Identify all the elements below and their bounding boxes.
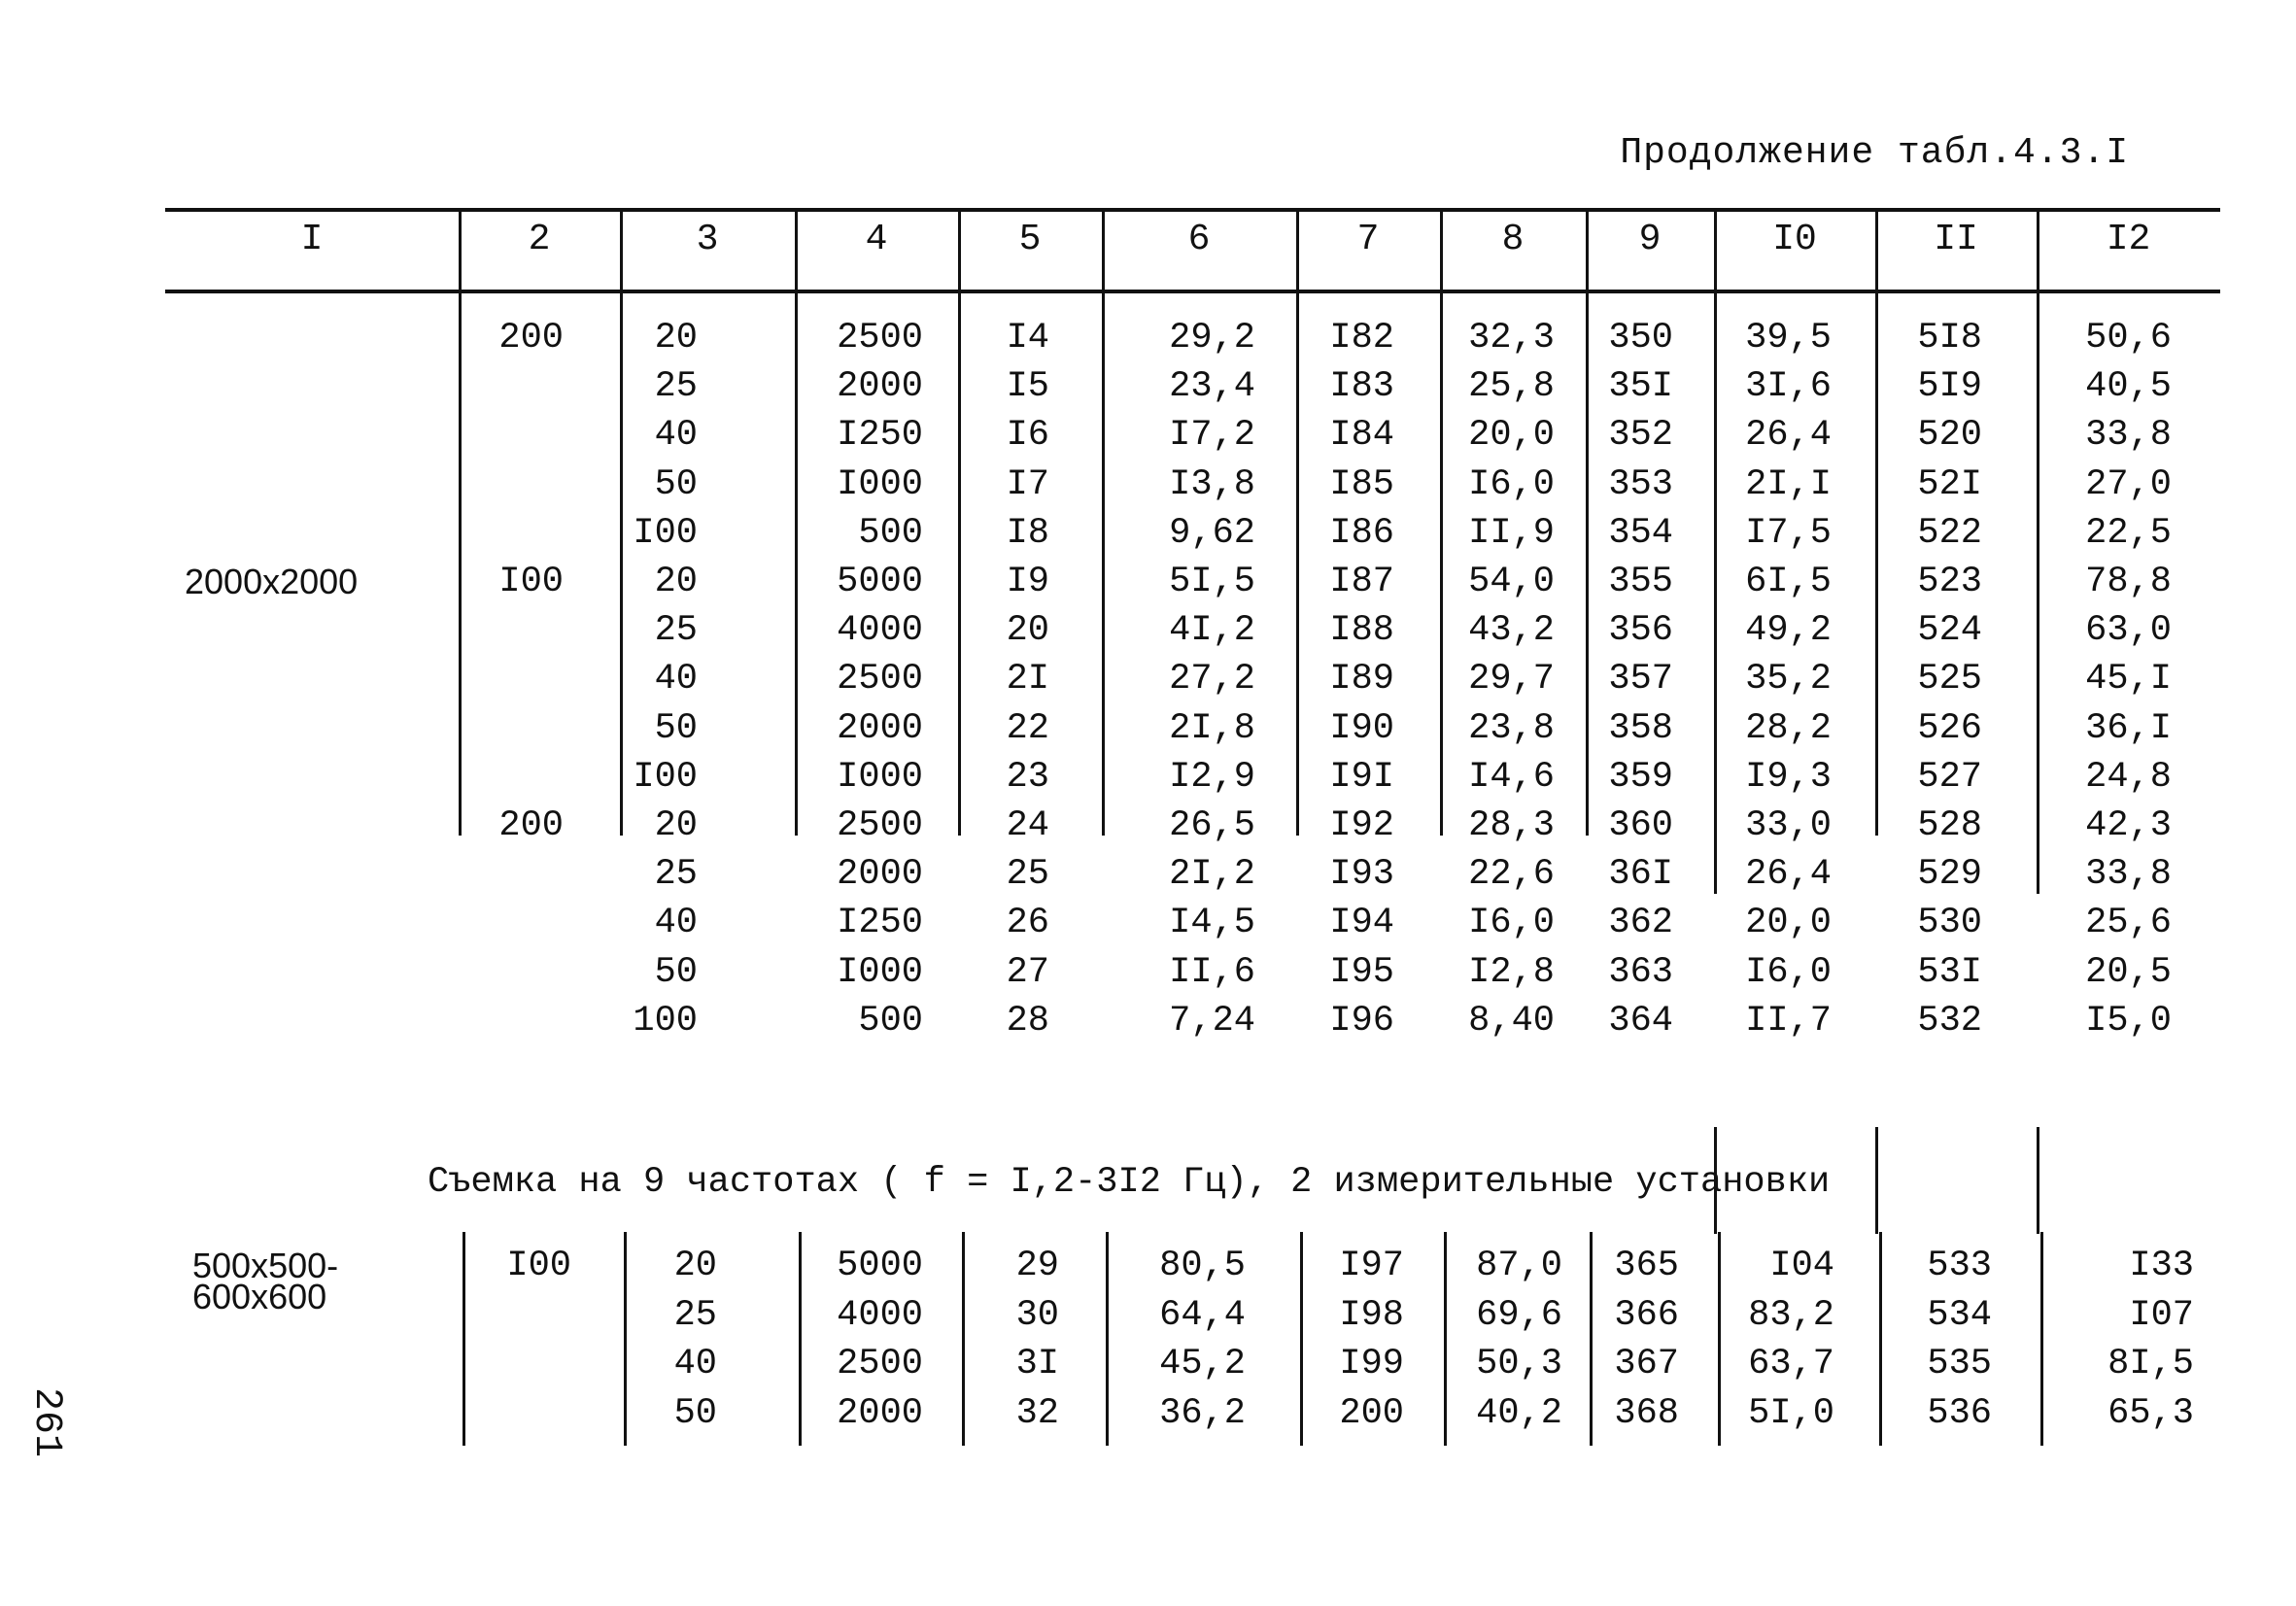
header-cell-9: 9 xyxy=(1638,219,1662,260)
section1-cell: 63,0 xyxy=(2085,610,2172,652)
section1-cell: 43,2 xyxy=(1468,610,1555,652)
section1-cell: 28,2 xyxy=(1745,707,1832,749)
section2-cell: 63,7 xyxy=(1748,1344,1834,1384)
section1-cell: I6,0 xyxy=(1468,463,1555,505)
section2-cell: 535 xyxy=(1927,1344,1992,1384)
section2-cell: 534 xyxy=(1927,1294,1992,1336)
section1-cell: 532 xyxy=(1917,1000,1982,1042)
section1-cell: 29,2 xyxy=(1169,318,1255,359)
section1-cell: 4I,2 xyxy=(1169,610,1255,652)
section1-cell: 20 xyxy=(654,318,698,359)
header-cell-10: I0 xyxy=(1772,219,1817,260)
section1-cell: I88 xyxy=(1329,610,1394,652)
section2-cell: 8I,5 xyxy=(2108,1344,2194,1384)
section2-cell: I04 xyxy=(1769,1246,1834,1286)
section2-cell: 200 xyxy=(1339,1392,1404,1434)
section1-cell: I6 xyxy=(1006,415,1049,457)
header-rule-6 xyxy=(1102,210,1105,291)
section1-cell: 2I,I xyxy=(1745,463,1832,505)
section1-cell: 2I,2 xyxy=(1169,854,1255,896)
section1-cell: 36I xyxy=(1608,854,1673,896)
section2-cell: I99 xyxy=(1339,1344,1404,1384)
header-cell-7: 7 xyxy=(1356,219,1380,260)
section1-cell: 54,0 xyxy=(1468,562,1555,602)
section2-cell: 32 xyxy=(1015,1392,1059,1434)
section1-cell: I4 xyxy=(1006,318,1049,359)
section1-cell: I90 xyxy=(1329,707,1394,749)
section1-cell: I2,8 xyxy=(1468,951,1555,993)
section2-cell: 366 xyxy=(1614,1294,1679,1336)
section1-cell: 2000 xyxy=(837,707,923,749)
section1-cell: 359 xyxy=(1608,756,1673,798)
header-cell-3: 3 xyxy=(696,219,719,260)
header-cell-4: 4 xyxy=(865,219,888,260)
section1-cell: 26,4 xyxy=(1745,854,1832,896)
section1-col2-value: I00 xyxy=(498,562,564,602)
section1-cell: 530 xyxy=(1917,903,1982,944)
section1-cell: 364 xyxy=(1608,1000,1673,1042)
page-number: 261 xyxy=(24,1387,68,1458)
header-bottom-rule xyxy=(165,290,2220,293)
section1-cell: I2,9 xyxy=(1169,756,1255,798)
section1-cell: 526 xyxy=(1917,707,1982,749)
gap-rule-12 xyxy=(2037,1127,2039,1234)
section1-cell: I86 xyxy=(1329,512,1394,554)
section1-cell: I00 xyxy=(633,756,698,798)
section1-cell: 20,5 xyxy=(2085,951,2172,993)
section2-cell: 80,5 xyxy=(1159,1246,1246,1286)
section1-cell: 520 xyxy=(1917,415,1982,457)
section1-cell: 3I,6 xyxy=(1745,366,1832,408)
section2-cell: 65,3 xyxy=(2108,1392,2194,1434)
section1-cell: 4000 xyxy=(837,610,923,652)
section2-cell: 45,2 xyxy=(1159,1344,1246,1384)
section1-cell: I92 xyxy=(1329,805,1394,846)
section1-cell: 7,24 xyxy=(1169,1000,1255,1042)
section2-size-label-line1: 500x500- xyxy=(192,1246,339,1285)
header-cell-8: 8 xyxy=(1501,219,1525,260)
header-cell-1: I xyxy=(300,219,324,260)
section1-cell: I6,0 xyxy=(1468,903,1555,944)
section1-cell: 529 xyxy=(1917,854,1982,896)
section1-cell: I7,5 xyxy=(1745,512,1832,554)
section1-cell: I85 xyxy=(1329,463,1394,505)
section1-cell: 522 xyxy=(1917,512,1982,554)
section1-size-label: 2000x2000 xyxy=(185,562,359,601)
section1-cell: 40 xyxy=(654,659,698,700)
section1-cell: 28,3 xyxy=(1468,805,1555,846)
section1-cell: 6I,5 xyxy=(1745,562,1832,602)
section1-cell: 27 xyxy=(1006,951,1049,993)
section1-cell: 29,7 xyxy=(1468,659,1555,700)
section1-cell: 20 xyxy=(654,805,698,846)
section1-cell: 26,4 xyxy=(1745,415,1832,457)
section1-cell: I6,0 xyxy=(1745,951,1832,993)
section1-cell: 22,5 xyxy=(2085,512,2172,554)
section1-cell: 2500 xyxy=(837,318,923,359)
section1-cell: I8 xyxy=(1006,512,1049,554)
header-rule-4 xyxy=(795,210,798,291)
section1-cell: 23,8 xyxy=(1468,707,1555,749)
section1-cell: 524 xyxy=(1917,610,1982,652)
section1-cell: 20 xyxy=(1006,610,1049,652)
section1-cell: 5000 xyxy=(837,562,923,602)
section1-cell: 52I xyxy=(1917,463,1982,505)
section1-cell: I9I xyxy=(1329,756,1394,798)
section1-cell: I93 xyxy=(1329,854,1394,896)
section1-cell: 356 xyxy=(1608,610,1673,652)
section1-cell: 25 xyxy=(654,366,698,408)
section2-cell: 50,3 xyxy=(1476,1344,1562,1384)
section1-cell: 50 xyxy=(654,951,698,993)
section1-cell: 350 xyxy=(1608,318,1673,359)
section1-cell: 20,0 xyxy=(1745,903,1832,944)
section1-cell: 358 xyxy=(1608,707,1673,749)
section1-cell: 50,6 xyxy=(2085,318,2172,359)
section2-cell: 5000 xyxy=(837,1246,923,1286)
section1-cell: I95 xyxy=(1329,951,1394,993)
section1-cell: 32,3 xyxy=(1468,318,1555,359)
section1-col2-value: 200 xyxy=(498,318,564,359)
section2-size-label-line2: 600x600 xyxy=(192,1277,327,1316)
section1-cell: 354 xyxy=(1608,512,1673,554)
section1-cell: 363 xyxy=(1608,951,1673,993)
section2-cell: 50 xyxy=(673,1392,717,1434)
section1-cell: 24,8 xyxy=(2085,756,2172,798)
section1-cell: 50 xyxy=(654,707,698,749)
section1-cell: 28 xyxy=(1006,1000,1049,1042)
header-rule-11 xyxy=(1875,210,1878,291)
section1-cell: 33,0 xyxy=(1745,805,1832,846)
section1-cell: 40,5 xyxy=(2085,366,2172,408)
header-rule-10 xyxy=(1714,210,1717,291)
section1-cell: I94 xyxy=(1329,903,1394,944)
section1-cell: I250 xyxy=(837,415,923,457)
section1-cell: 360 xyxy=(1608,805,1673,846)
section1-cell: 352 xyxy=(1608,415,1673,457)
section1-cell: 2000 xyxy=(837,854,923,896)
section1-cell: I4,6 xyxy=(1468,756,1555,798)
section2-cell: 2000 xyxy=(837,1392,923,1434)
section1-cell: 49,2 xyxy=(1745,610,1832,652)
section2-cell: 5I,0 xyxy=(1748,1392,1834,1434)
section1-cell: 35,2 xyxy=(1745,659,1832,700)
section2-cell: 20 xyxy=(673,1246,717,1286)
section1-cell: 362 xyxy=(1608,903,1673,944)
section1-cell: 26,5 xyxy=(1169,805,1255,846)
section1-cell: 528 xyxy=(1917,805,1982,846)
section1-cell: 2500 xyxy=(837,659,923,700)
section1-cell: 2500 xyxy=(837,805,923,846)
section1-cell: I9 xyxy=(1006,562,1049,602)
section1-cell: I5,0 xyxy=(2085,1000,2172,1042)
section2-cell: 40 xyxy=(673,1344,717,1384)
section1-cell: I000 xyxy=(837,951,923,993)
header-cell-12: I2 xyxy=(2106,219,2151,260)
section1-cell: 39,5 xyxy=(1745,318,1832,359)
section1-cell: 2000 xyxy=(837,366,923,408)
table-caption: Продолжение табл.4.3.I xyxy=(1620,132,2129,174)
section1-cell: 5I8 xyxy=(1917,318,1982,359)
section1-cell: 23 xyxy=(1006,756,1049,798)
section1-cell: I96 xyxy=(1329,1000,1394,1042)
header-rule-8 xyxy=(1440,210,1443,291)
section1-cell: I82 xyxy=(1329,318,1394,359)
header-rule-3 xyxy=(620,210,623,291)
section2-cell: 3I xyxy=(1015,1344,1059,1384)
section1-cell: I00 xyxy=(633,512,698,554)
section1-cell: 5I,5 xyxy=(1169,562,1255,602)
section1-cell: 40 xyxy=(654,903,698,944)
section2-cell: 25 xyxy=(673,1294,717,1336)
section1-cell: II,6 xyxy=(1169,951,1255,993)
section1-cell: 8,40 xyxy=(1468,1000,1555,1042)
section1-cell: 2I xyxy=(1006,659,1049,700)
section1-cell: 26 xyxy=(1006,903,1049,944)
section1-cell: 2I,8 xyxy=(1169,707,1255,749)
section1-cell: I3,8 xyxy=(1169,463,1255,505)
section2-cell: 83,2 xyxy=(1748,1294,1834,1336)
section1-cell: 100 xyxy=(633,1000,698,1042)
section1-cell: I7 xyxy=(1006,463,1049,505)
section2-cell: 29 xyxy=(1015,1246,1059,1286)
section1-cell: 20 xyxy=(654,562,698,602)
section1-cell: 22 xyxy=(1006,707,1049,749)
section2-cell: 368 xyxy=(1614,1392,1679,1434)
section1-cell: 35I xyxy=(1608,366,1673,408)
section2-cell: I07 xyxy=(2129,1294,2194,1336)
section1-cell: I000 xyxy=(837,463,923,505)
section1-cell: 40 xyxy=(654,415,698,457)
section1-cell: 24 xyxy=(1006,805,1049,846)
section1-cell: I87 xyxy=(1329,562,1394,602)
section1-col2-value: 200 xyxy=(498,805,564,846)
section1-cell: 27,2 xyxy=(1169,659,1255,700)
section1-cell: 27,0 xyxy=(2085,463,2172,505)
section2-cell: 36,2 xyxy=(1159,1392,1246,1434)
section2-cell: 40,2 xyxy=(1476,1392,1562,1434)
section1-cell: I9,3 xyxy=(1745,756,1832,798)
section2-cell: 87,0 xyxy=(1476,1246,1562,1286)
section1-cell: I83 xyxy=(1329,366,1394,408)
header-cell-2: 2 xyxy=(528,219,551,260)
section1-cell: 42,3 xyxy=(2085,805,2172,846)
section2-cell: 536 xyxy=(1927,1392,1992,1434)
header-top-rule xyxy=(165,208,2220,212)
section2-cell: 367 xyxy=(1614,1344,1679,1384)
section1-cell: 20,0 xyxy=(1468,415,1555,457)
header-rule-12 xyxy=(2037,210,2039,291)
header-cell-6: 6 xyxy=(1187,219,1211,260)
header-rule-2 xyxy=(459,210,462,291)
section2-cell: 64,4 xyxy=(1159,1294,1246,1336)
section1-cell: II,9 xyxy=(1468,512,1555,554)
header-cell-11: II xyxy=(1934,219,1978,260)
section1-cell: 25 xyxy=(1006,854,1049,896)
section1-cell: 9,62 xyxy=(1169,512,1255,554)
section2-cell: I97 xyxy=(1339,1246,1404,1286)
section1-cell: 22,6 xyxy=(1468,854,1555,896)
section1-cell: 25 xyxy=(654,610,698,652)
section2-cell: I98 xyxy=(1339,1294,1404,1336)
measurement-note: Съемка на 9 частотах ( f = I,2-3I2 Гц), 2 измерительные установки xyxy=(428,1162,1831,1203)
section1-cell: 78,8 xyxy=(2085,562,2172,602)
section1-cell: 355 xyxy=(1608,562,1673,602)
section2-cell: 4000 xyxy=(837,1294,923,1336)
section2-cell: 533 xyxy=(1927,1246,1992,1286)
section2-cell: 2500 xyxy=(837,1344,923,1384)
section1-cell: 33,8 xyxy=(2085,854,2172,896)
section1-cell: 523 xyxy=(1917,562,1982,602)
section2-col2-value: I00 xyxy=(506,1246,571,1286)
section1-cell: I5 xyxy=(1006,366,1049,408)
section1-cell: II,7 xyxy=(1745,1000,1832,1042)
section1-cell: 50 xyxy=(654,463,698,505)
section1-cell: 33,8 xyxy=(2085,415,2172,457)
section1-cell: 23,4 xyxy=(1169,366,1255,408)
section1-cell: I000 xyxy=(837,756,923,798)
section1-cell: 357 xyxy=(1608,659,1673,700)
header-cell-5: 5 xyxy=(1018,219,1042,260)
section1-cell: 500 xyxy=(858,512,923,554)
header-rule-7 xyxy=(1296,210,1299,291)
section1-cell: I4,5 xyxy=(1169,903,1255,944)
header-rule-9 xyxy=(1586,210,1589,291)
section1-cell: 353 xyxy=(1608,463,1673,505)
section2-cell: 30 xyxy=(1015,1294,1059,1336)
section1-cell: 527 xyxy=(1917,756,1982,798)
section1-cell: 25 xyxy=(654,854,698,896)
section2-cell: 69,6 xyxy=(1476,1294,1562,1336)
section1-cell: 45,I xyxy=(2085,659,2172,700)
section1-cell: 5I9 xyxy=(1917,366,1982,408)
section1-cell: 25,6 xyxy=(2085,903,2172,944)
section2-cell: I33 xyxy=(2129,1246,2194,1286)
section1-cell: 53I xyxy=(1917,951,1982,993)
section1-cell: I250 xyxy=(837,903,923,944)
section1-cell: 500 xyxy=(858,1000,923,1042)
section1-cell: 36,I xyxy=(2085,707,2172,749)
section1-cell: 25,8 xyxy=(1468,366,1555,408)
section2-cell: 365 xyxy=(1614,1246,1679,1286)
section1-cell: I84 xyxy=(1329,415,1394,457)
header-rule-5 xyxy=(958,210,961,291)
section1-cell: I7,2 xyxy=(1169,415,1255,457)
section1-cell: 525 xyxy=(1917,659,1982,700)
section1-cell: I89 xyxy=(1329,659,1394,700)
gap-rule-11 xyxy=(1875,1127,1878,1234)
